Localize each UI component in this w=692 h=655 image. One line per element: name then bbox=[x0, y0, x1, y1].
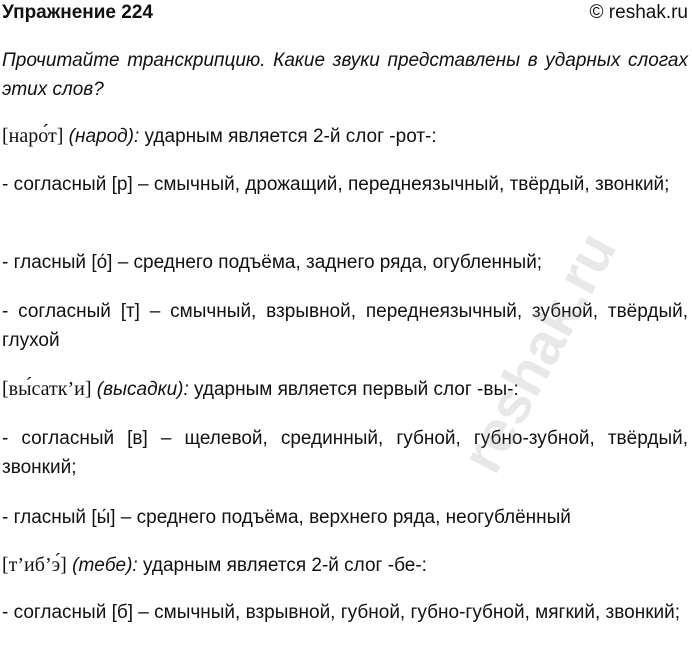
header bbox=[2, 2, 690, 26]
word-1: (народ): bbox=[68, 126, 140, 147]
word-2: (высадки): bbox=[96, 379, 189, 400]
sound-description: - согласный [р] – смычный, дрожащий, переднеязычный, твёрдый, звонкий; bbox=[2, 174, 670, 195]
sound-description: - гласный [ы́] – среднего подъёма, верхнего ряда, неогублённый bbox=[2, 507, 571, 528]
sound-description: - согласный [т] – смычный, взрывной, переднеязычный, зубной, твёрдый, глухой bbox=[2, 301, 688, 351]
exercise-title: Упражнение 224 bbox=[2, 2, 153, 23]
stress-note-1: ударным является 2-й слог -рот-: bbox=[139, 126, 437, 147]
word-3: (тебе): bbox=[72, 555, 138, 576]
watermark: reshak.ru bbox=[448, 221, 629, 483]
transcription-3: [т’иб’э́] bbox=[2, 554, 67, 576]
stress-note-3: ударным является 2-й слог -бе-: bbox=[137, 555, 427, 576]
transcription-1: [наро́т] bbox=[2, 125, 64, 147]
transcription-2: [вы́сатк’и] bbox=[2, 378, 92, 400]
stress-note-2: ударным является первый слог -вы-: bbox=[188, 379, 519, 400]
stressed-syllable-line-2 bbox=[2, 375, 688, 404]
stressed-syllable-line-1 bbox=[2, 122, 688, 151]
sound-description: - гласный [о́] – среднего подъёма, заднего ряда, огубленный; bbox=[2, 252, 543, 273]
sound-description: - согласный [в] – щелевой, срединный, губной, губно-зубной, твёрдый, звонкий; bbox=[2, 428, 688, 478]
task-question: Прочитайте транскрипцию. Какие звуки представлены в ударных слогах этих слов? bbox=[2, 50, 688, 100]
stressed-syllable-line-3 bbox=[2, 551, 688, 580]
sound-description: - согласный [б] – смычный, взрывной, губной, губно-губной, мягкий, звонкий; bbox=[2, 602, 681, 623]
site-credit: © reshak.ru bbox=[589, 2, 688, 23]
